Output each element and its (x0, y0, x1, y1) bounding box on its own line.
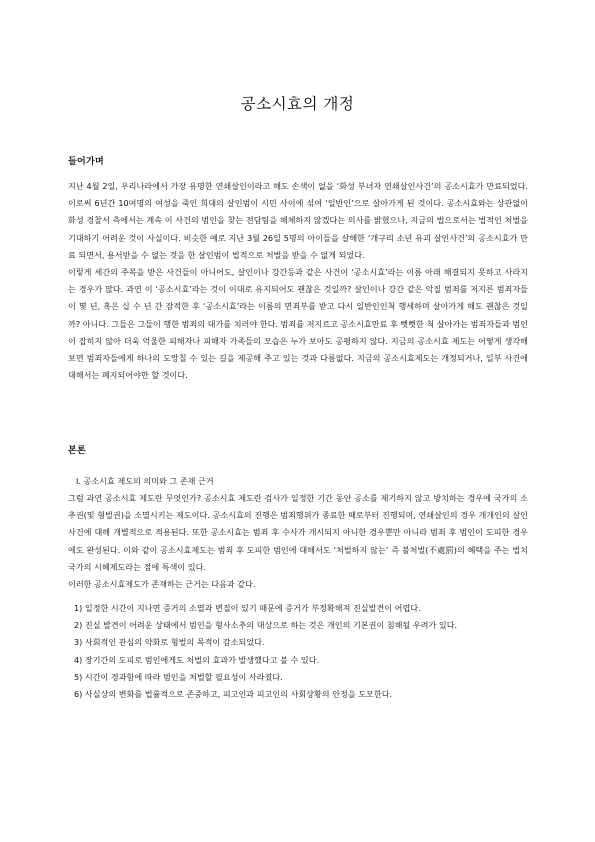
list-item: 1) 일정한 시간이 지나면 증거의 소멸과 변질이 있기 때문에 증거가 부정확해져 진실발견이 어렵다. (74, 603, 421, 613)
body-section (68, 490, 528, 593)
body-paragraph-1: 그럼 과연 공소시효 제도란 무엇인가? 공소시효 제도란 검사가 일정한 기간 동안 공소를 제기하지 않고 방치하는 경우에 국가의 소추권(및 형벌권)을 소멸시키는 제도이다. 공소시효의 진행은 범죄행위가 종료한 때로부터 진행되며, 연쇄살인의 경우 개개인의 살인사건에 대해 개별적으로 적용된다. 또한 공소시효는 범죄 후 수사가 개시되지 아니한 경우뿐만 아니라 범죄 후 범인이 도피한 경우에도 완성된다. 이와 같이 공소시효제도는 범죄 후 도피한 범인에 대해서도 ‘처벌하지 않는’ 즉 불처벌(不處罰)의 혜택을 주는 법치국가의 시혜제도라는 점에 특색이 있다. (68, 493, 528, 572)
list-item: 5) 시간이 경과함에 따라 범인을 처벌할 필요성이 사라졌다. (74, 671, 283, 682)
body-paragraph-2: 이러한 공소시효제도가 존재하는 근거는 다음과 같다. (68, 579, 256, 590)
body-heading: 본론 (68, 446, 86, 456)
intro-paragraph-2: 이렇게 세간의 주목을 받은 사건들이 아니어도, 살인이나 강간등과 같은 사건이 ‘공소시효’라는 이름 아래 해결되지 못하고 사라지는 경우가 많다. 과연 이 ‘공소시효’라는 것이 이대로 유지되어도 괜찮은 것일까? 살인이나 강간 같은 악질 범죄를 저지른 범죄자들이 몇 년, 혹은 십 수 년 간 잠적한 후 ‘공소시효’라는 이름의 면죄부를 받고 다시 일반인인척 행세하며 살아가게 해도 괜찮은 것일까? 아니다. 그들은 그들이 행한 범죄의 대가를 치러야 한다. 범죄를 저지르고 공소시효만료 후 뻣뻣한 척 살아가는 범죄자들과 범인이 잡히지 않아 더욱 억울한 피해자나 피해자 가족들의 모습은 누가 보아도 공평하지 않다. 지금의 공소시효 제도는 어떻게 생각해 보면 범죄자들에게 하나의 도망칠 수 있는 길을 제공해 주고 있는 것과 다름없다. 지금의 공소시효제도는 개정되거나, 일부 사건에 대해서는 폐지되어야만 할 것이다. (68, 267, 528, 381)
intro-heading: 들어가며 (68, 157, 104, 167)
intro-section (68, 178, 528, 384)
page-title: 공소시효의 개정 (240, 95, 355, 113)
list-item: 3) 사회적인 관심의 약화로 형벌의 목적이 감소되었다. (74, 637, 265, 648)
reasons-list (74, 600, 528, 703)
list-item: 2) 진실 발견이 어려운 상태에서 범인을 형사소추의 대상으로 하는 것은 개인의 기본권이 침해될 우려가 있다. (74, 620, 458, 631)
body-subheading: Ⅰ. 공소시효 제도의 의미와 그 존재 근거 (76, 476, 214, 486)
list-item: 4) 장기간의 도피로 범인에게도 처벌의 효과가 발생했다고 볼 수 있다. (74, 654, 320, 665)
list-item: 6) 사실상의 변화를 법률적으로 존중하고, 피고인과 피고인의 사회상황의 안정을 도모한다. (74, 689, 393, 700)
intro-paragraph-1: 지난 4월 2일, 우리나라에서 가장 유명한 연쇄살인이라고 해도 손색이 없을 ‘화성 부녀자 연쇄살인사건’의 공소시효가 만료되었다. 이로써 6년간 10여명의 여성을 죽인 희대의 살인범이 시민 사이에 섞여 ‘일반인’으로 살아가게 된 것이다. 공소시효와는 상관없이 화성 경찰서 측에서는 계속 이 사건의 범인을 찾는 전담팀을 해체하지 않겠다는 의사를 밝혔으나, 지금의 법으로서는 법적인 처벌을 기대하기 어려운 것이 사실이다. 비슷한 예로 지난 3월 26일 5명의 아이들을 살해한 ‘개구리 소년 유괴 살인사건’의 공소시효가 만료 되면서, 용서받을 수 없는 것을 한 살인범이 법적으로 처벌을 받을 수 없게 되었다. (68, 181, 528, 260)
